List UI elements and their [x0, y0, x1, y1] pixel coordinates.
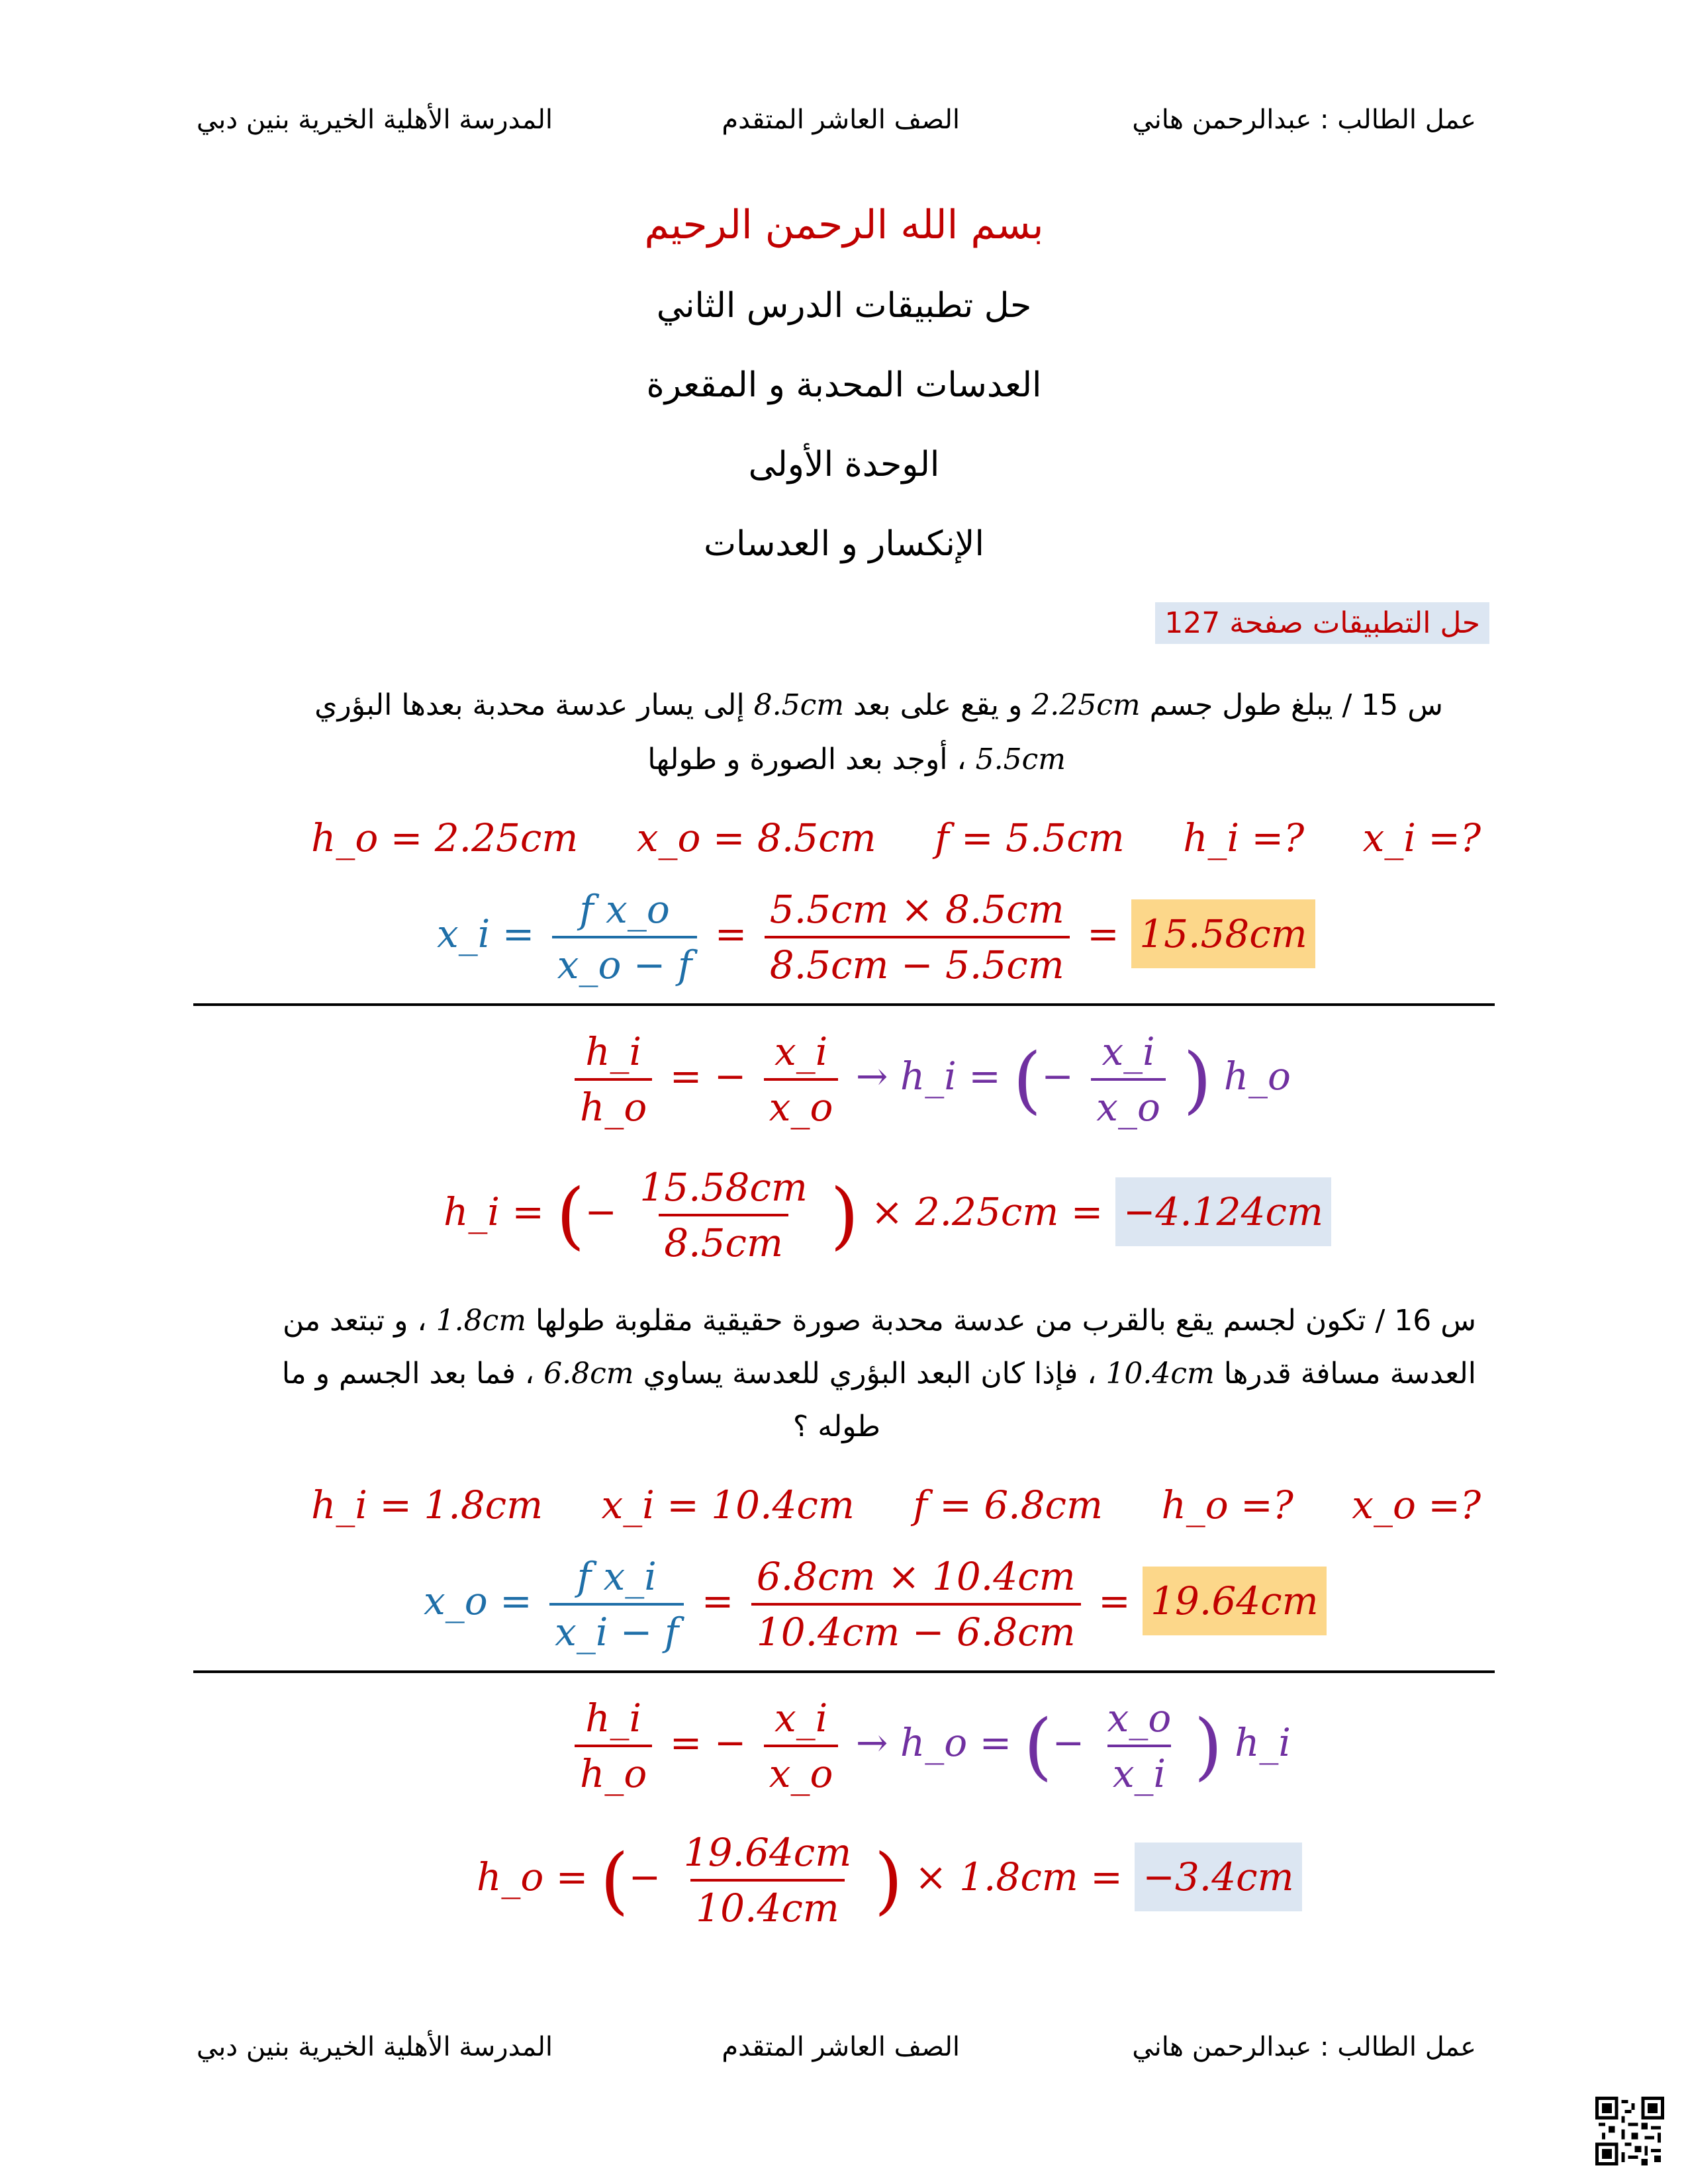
- footer-grade: الصف العاشر المتقدم: [722, 2032, 960, 2062]
- q15-result-xi: 15.58cm: [1131, 899, 1315, 968]
- header-student: عمل الطالب : عبدالرحمن هاني: [1132, 105, 1476, 135]
- q16-equation-2: $\frac{h\_i}{h\_o}$ = − $\frac{x\_i}{x\_o}$ → h_o = (− $\frac{x\_o}{x\_i}$ ) h_i: [569, 1696, 1291, 1796]
- q15-result-hi: −4.124cm: [1115, 1177, 1331, 1246]
- divider-1: [193, 1003, 1495, 1006]
- q16-value-2: 10.4cm: [1105, 1357, 1215, 1390]
- q15-value-3: 5.5cm: [975, 743, 1066, 776]
- divider-2: [193, 1670, 1495, 1673]
- header-school: المدرسة الأهلية الخيرية بنين دبي: [196, 105, 553, 135]
- q15-given: h_o = 2.25cm x_o = 8.5cm f = 5.5cm h_i =? x_i =?: [311, 815, 1481, 860]
- q16-line-2: العدسة مسافة قدرها 10.4cm ، فإذا كان البعد البؤري للعدسة يساوي 6.8cm ، فما بعد الجسم و ما: [281, 1357, 1476, 1390]
- q16-given: h_i = 1.8cm x_i = 10.4cm f = 6.8cm h_o =? x_o =?: [311, 1482, 1481, 1527]
- q15-line-1: س 15 / يبلغ طول جسم 2.25cm و يقع على بعد 8.5cm إلى يسار عدسة محدبة بعدها البؤري: [314, 688, 1443, 722]
- title-line-4: الإنكسار و العدسات: [704, 524, 984, 564]
- footer-school: المدرسة الأهلية الخيرية بنين دبي: [196, 2032, 553, 2062]
- q16-equation-3: h_o = (− $\frac{19.64cm}{10.4cm}$ ) × 1.8cm = −3.4cm: [477, 1830, 1302, 1931]
- q16-value-1: 1.8cm: [436, 1304, 526, 1338]
- header-grade: الصف العاشر المتقدم: [722, 105, 960, 135]
- footer-student: عمل الطالب : عبدالرحمن هاني: [1132, 2032, 1476, 2062]
- q16-line-3: طوله ؟: [792, 1410, 880, 1443]
- qr-code-icon: [1595, 2097, 1664, 2165]
- q16-result-xo: 19.64cm: [1143, 1567, 1327, 1635]
- section-label: حل التطبيقات صفحة 127: [1155, 602, 1489, 644]
- title-line-1: حل تطبيقات الدرس الثاني: [656, 286, 1032, 326]
- q15-equation-3: h_i = (− $\frac{15.58cm}{8.5cm}$ ) × 2.25cm = −4.124cm: [444, 1165, 1331, 1265]
- basmala: بسم الله الرحمن الرحيم: [644, 202, 1044, 248]
- q15-value-2: 8.5cm: [753, 688, 845, 722]
- q16-line-1: س 16 / تكون لجسم يقع بالقرب من عدسة محدبة صورة حقيقية مقلوبة طولها 1.8cm ، و تبتعد من: [283, 1304, 1476, 1338]
- title-line-2: العدسات المحدبة و المقعرة: [646, 365, 1042, 405]
- q16-value-3: 6.8cm: [543, 1357, 634, 1390]
- title-line-3: الوحدة الأولى: [748, 445, 940, 484]
- q15-equation-1: x_i = $\frac{\text{f x\_o}}{x\_o - f}$ = $\frac{5.5cm \times 8.5cm}{8.5cm - 5.5cm}$ = 15.58cm: [437, 887, 1315, 987]
- q16-equation-1: x_o = $\frac{\text{f x\_i}}{x\_i - f}$ = $\frac{6.8cm \times 10.4cm}{10.4cm - 6.8cm}$ = 19.64cm: [424, 1554, 1327, 1655]
- q16-result-ho: −3.4cm: [1135, 1843, 1301, 1911]
- q15-line-2: 5.5cm ، أوجد بعد الصورة و طولها: [647, 743, 1066, 776]
- q15-equation-2: $\frac{h\_i}{h\_o}$ = − $\frac{x\_i}{x\_o}$ → h_i = (− $\frac{x\_i}{x\_o}$ ) h_o: [569, 1029, 1291, 1130]
- q15-value-1: 2.25cm: [1031, 688, 1141, 722]
